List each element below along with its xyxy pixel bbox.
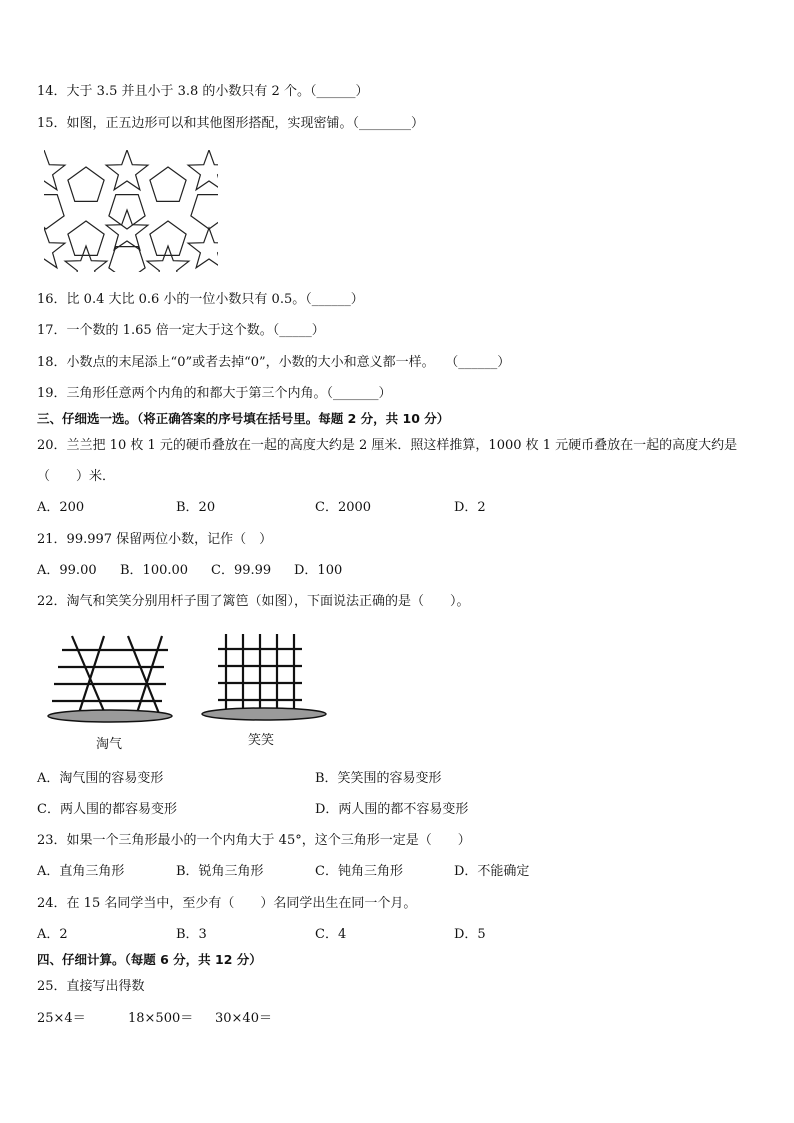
question-15: 15．如图，正五边形可以和其他图形搭配，实现密铺。（________） (37, 116, 425, 131)
calc-item-1: 25×4＝ (37, 1011, 86, 1026)
q23-option-b: B．锐角三角形 (176, 864, 264, 879)
question-16: 16．比 0.4 大比 0.6 小的一位小数只有 0.5。（______） (37, 292, 364, 307)
q20-option-a: A．200 (37, 500, 85, 515)
question-23: 23．如果一个三角形最小的一个内角大于 45°，这个三角形一定是（ ） (37, 833, 471, 848)
star-shape (188, 228, 218, 268)
fence-caption-xiaoxiao: 笑笑 (248, 733, 275, 748)
section-3-heading: 三、仔细选一选。（将正确答案的序号填在括号里。每题 2 分，共 10 分） (37, 411, 450, 426)
pentagon-shape (44, 195, 64, 229)
q20-option-d: D．2 (454, 500, 486, 515)
question-19: 19．三角形任意两个内角的和都大于第三个内角。（_______） (37, 386, 392, 401)
question-17: 17．一个数的 1.65 倍一定大于这个数。（_____） (37, 323, 325, 338)
q22-option-a: A．淘气围的容易变形 (37, 771, 164, 786)
q24-option-a: A．2 (37, 927, 68, 942)
q22-option-b: B．笑笑围的容易变形 (315, 771, 442, 786)
q23-option-c: C．钝角三角形 (315, 864, 403, 879)
question-25: 25．直接写出得数 (37, 979, 145, 994)
q23-option-d: D．不能确定 (454, 864, 530, 879)
question-20-line1: 20．兰兰把 10 枚 1 元的硬币叠放在一起的高度大约是 2 厘米．照这样推算，1000 枚 1 元硬币叠放在一起的高度大约是 (37, 438, 738, 453)
pentagon-shape (150, 167, 186, 201)
pentagon-shape (109, 195, 145, 229)
q20-option-b: B．20 (176, 500, 216, 515)
q22-option-c: C．两人围的都容易变形 (37, 802, 177, 817)
pentagon-shape (150, 221, 186, 255)
question-18: 18．小数点的末尾添上“0”或者去掉“0”，小数的大小和意义都一样。 （______） (37, 355, 511, 370)
question-20-line2: （ ）米． (37, 469, 116, 484)
q22-option-d: D．两人围的都不容易变形 (315, 802, 469, 817)
q20-option-c: C．2000 (315, 500, 372, 515)
q24-option-b: B．3 (176, 927, 207, 942)
section-4-heading: 四、仔细计算。（每题 6 分，共 12 分） (37, 952, 262, 967)
question-21: 21．99.997 保留两位小数，记作（ ） (37, 532, 273, 547)
pentagon-shape (109, 247, 145, 272)
question-14: 14．大于 3.5 并且小于 3.8 的小数只有 2 个。（______） (37, 84, 369, 99)
q21-option-b: B．100.00 (120, 563, 189, 578)
pentagon-shape (68, 221, 104, 255)
star-shape (188, 150, 218, 190)
pentagon-shape (191, 195, 218, 229)
fence-figure (40, 632, 332, 754)
question-24: 24．在 15 名同学当中，至少有（ ）名同学出生在同一个月。 (37, 896, 417, 911)
question-22: 22．淘气和笑笑分别用杆子围了篱笆（如图），下面说法正确的是（ ）。 (37, 594, 470, 609)
q24-option-c: C．4 (315, 927, 347, 942)
q21-option-d: D．100 (294, 563, 343, 578)
star-shape (65, 246, 107, 272)
star-shape (44, 228, 65, 268)
pentagon-tiling-figure (44, 150, 218, 272)
star-shape (106, 210, 148, 250)
calc-item-2: 18×500＝ (128, 1011, 194, 1026)
q21-option-a: A．99.00 (37, 563, 97, 578)
q24-option-d: D．5 (454, 927, 486, 942)
pentagon-shape (68, 167, 104, 201)
fence-caption-taoqi: 淘气 (96, 737, 123, 752)
calc-item-3: 30×40＝ (215, 1011, 272, 1026)
q23-option-a: A．直角三角形 (37, 864, 125, 879)
star-shape (147, 246, 189, 272)
q21-option-c: C．99.99 (211, 563, 272, 578)
star-shape (106, 150, 148, 190)
star-shape (44, 150, 65, 190)
